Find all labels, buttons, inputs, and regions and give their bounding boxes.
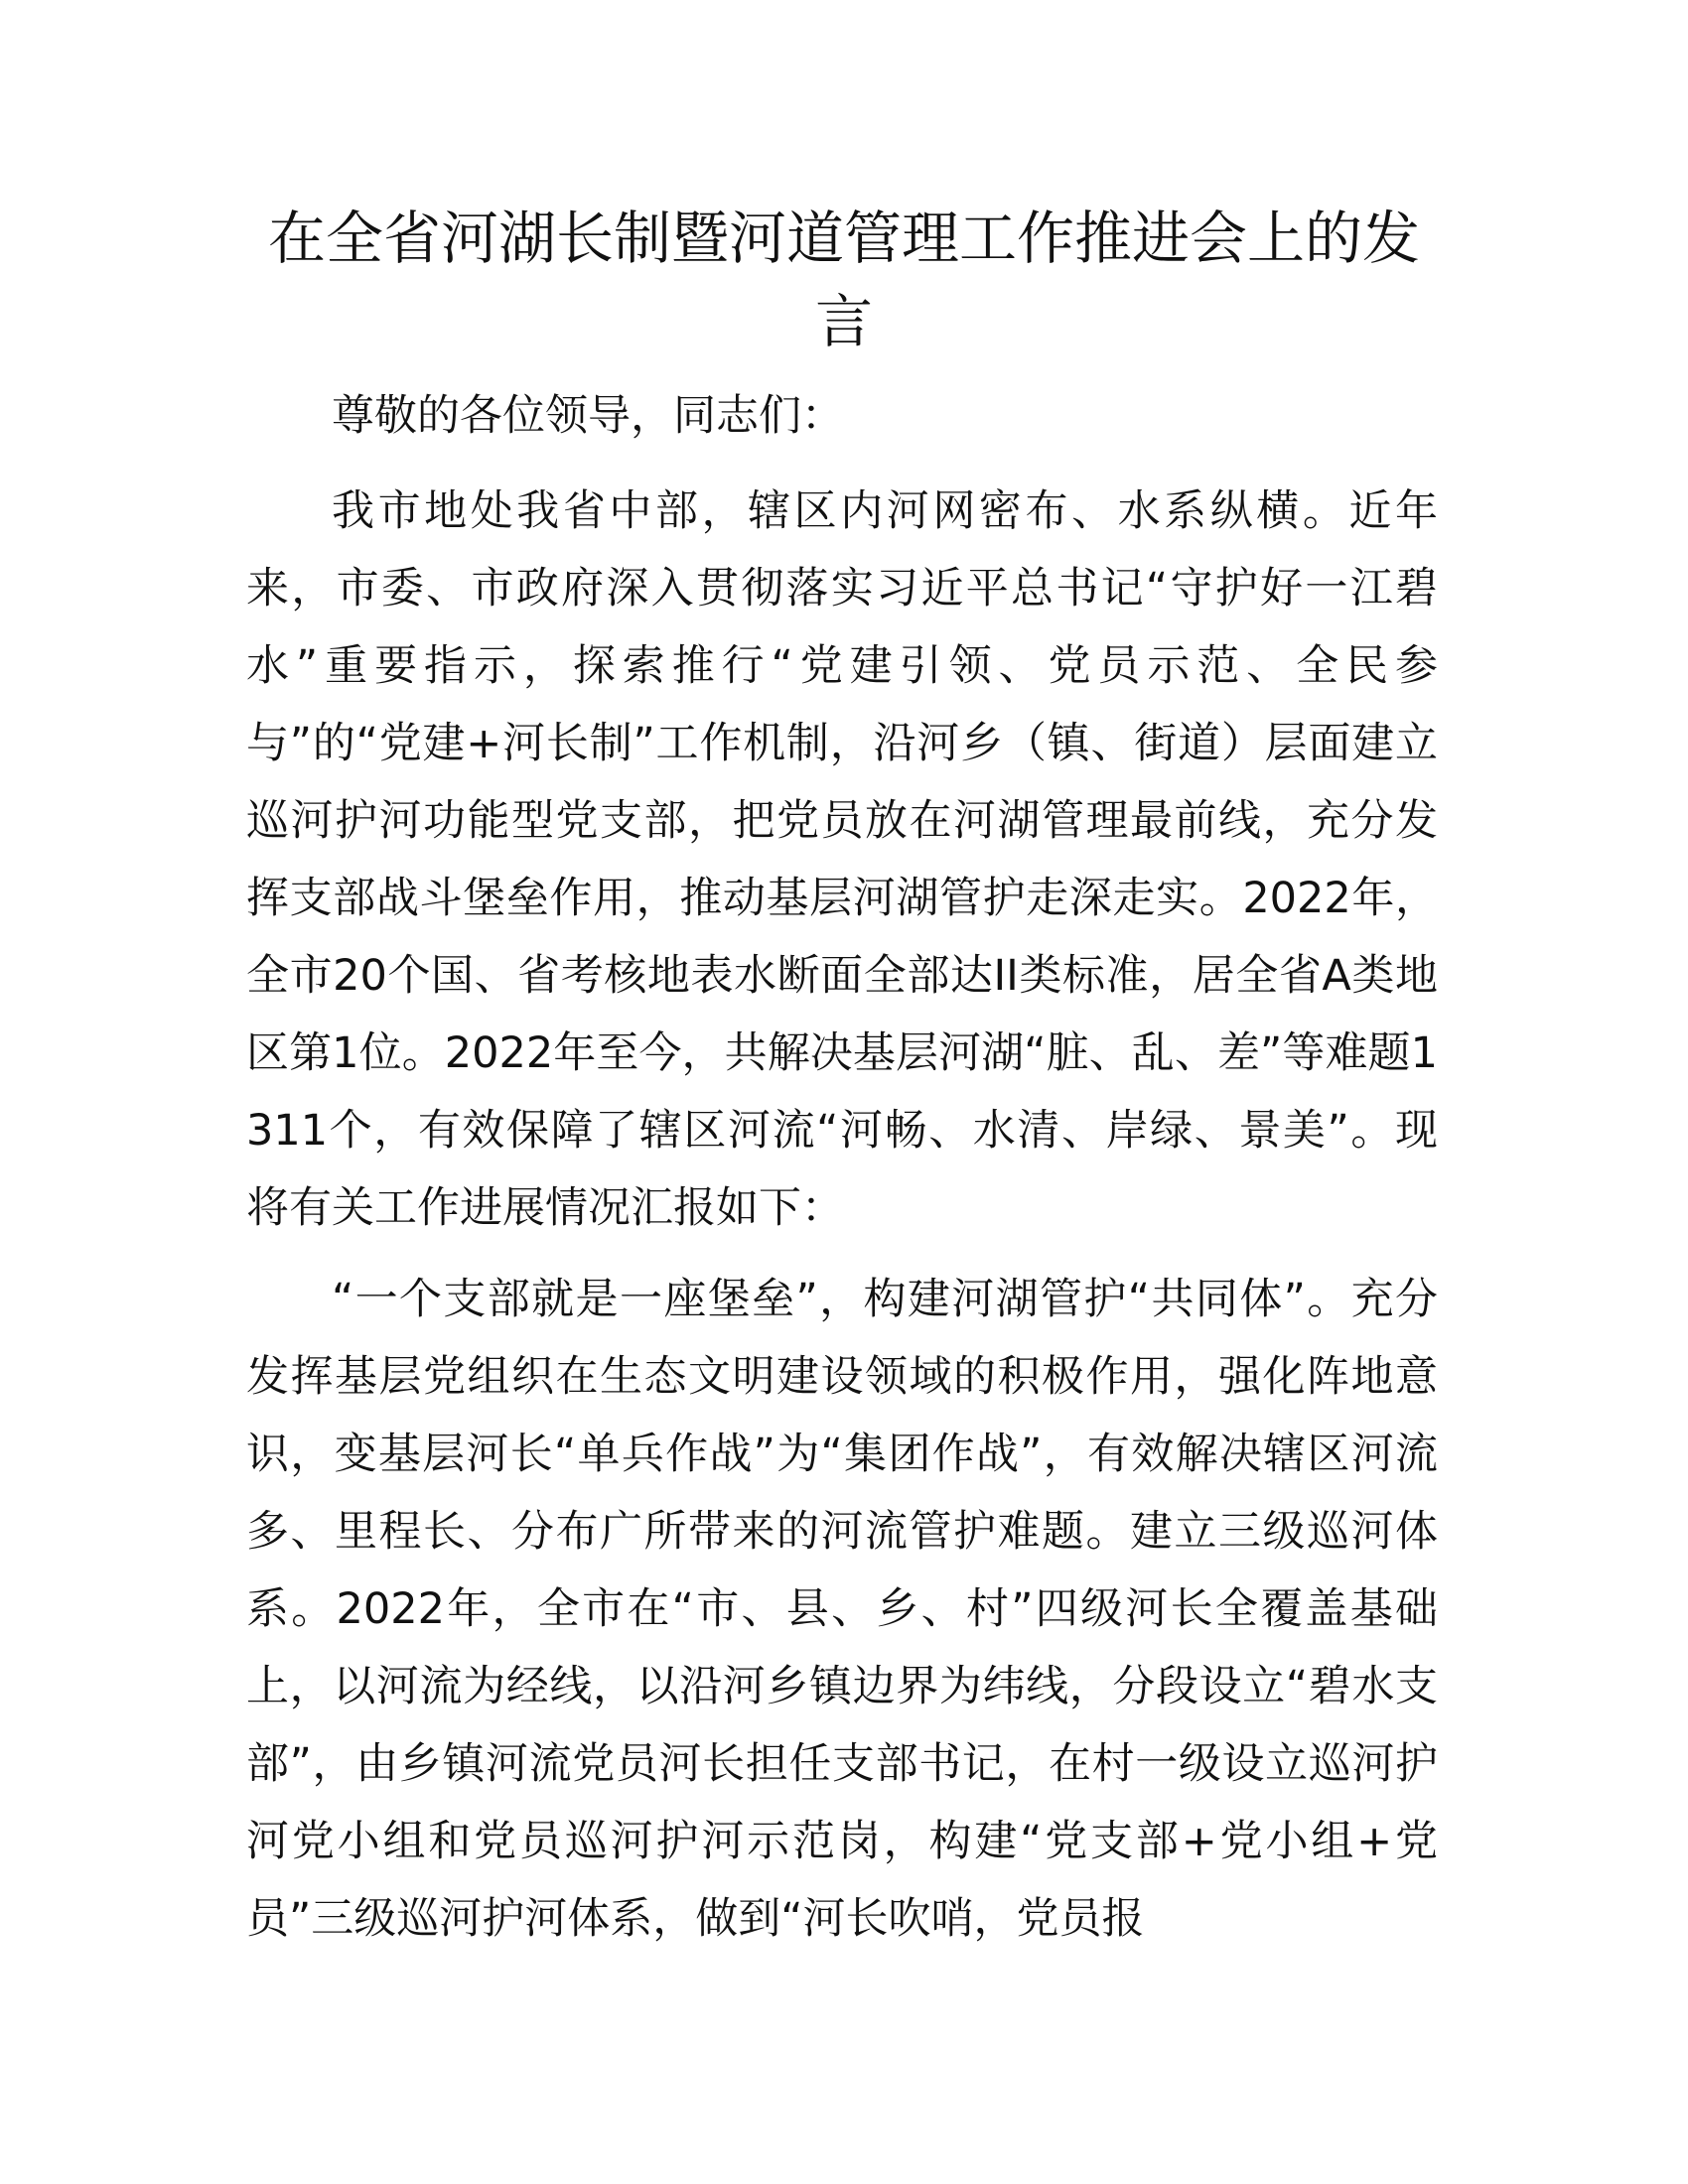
document-title: 在全省河湖长制暨河道管理工作推进会上的发言 <box>267 205 1420 355</box>
paragraph-section-one: “一个支部就是一座堡垒”，构建河湖管护“共同体”。充分发挥基层党组织在生态文明建设领域的积极作用，强化阵地意识，变基层河长“单兵作战”为“集团作战”，有效解决辖区河流多、里程长、分布广所带来的河流管护难题。建立三级巡河体系。2022年，全市在“市、县、乡、村”四级河长全覆盖基础上，以河流为经线，以沿河乡镇边界为纬线，分段设立“碧水支部”，由乡镇河流党员河长担任支部书记，在村一级设立巡河护河党小组和党员巡河护河示范岗，构建“党支部+党小组+党员”三级巡河护河体系，做到“河长吹哨，党员报 <box>246 1275 1438 1944</box>
paragraph-intro: 我市地处我省中部，辖区内河网密布、水系纵横。近年来，市委、市政府深入贯彻落实习近平总书记“守护好一江碧水”重要指示，探索推行“党建引领、党员示范、全民参与”的“党建+河长制”工作机制，沿河乡（镇、街道）层面建立巡河护河功能型党支部，把党员放在河湖管理最前线，充分发挥支部战斗堡垒作用，推动基层河湖管护走深走实。2022年，全市20个国、省考核地表水断面全部达II类标准，居全省A类地区第1位。2022年至今，共解决基层河湖“脏、乱、差”等难题1311个，有效保障了辖区河流“河畅、水清、岸绿、景美”。现将有关工作进展情况汇报如下： <box>246 486 1438 1233</box>
document-body <box>246 377 1438 1972</box>
salutation: 尊敬的各位领导，同志们： <box>332 391 844 441</box>
